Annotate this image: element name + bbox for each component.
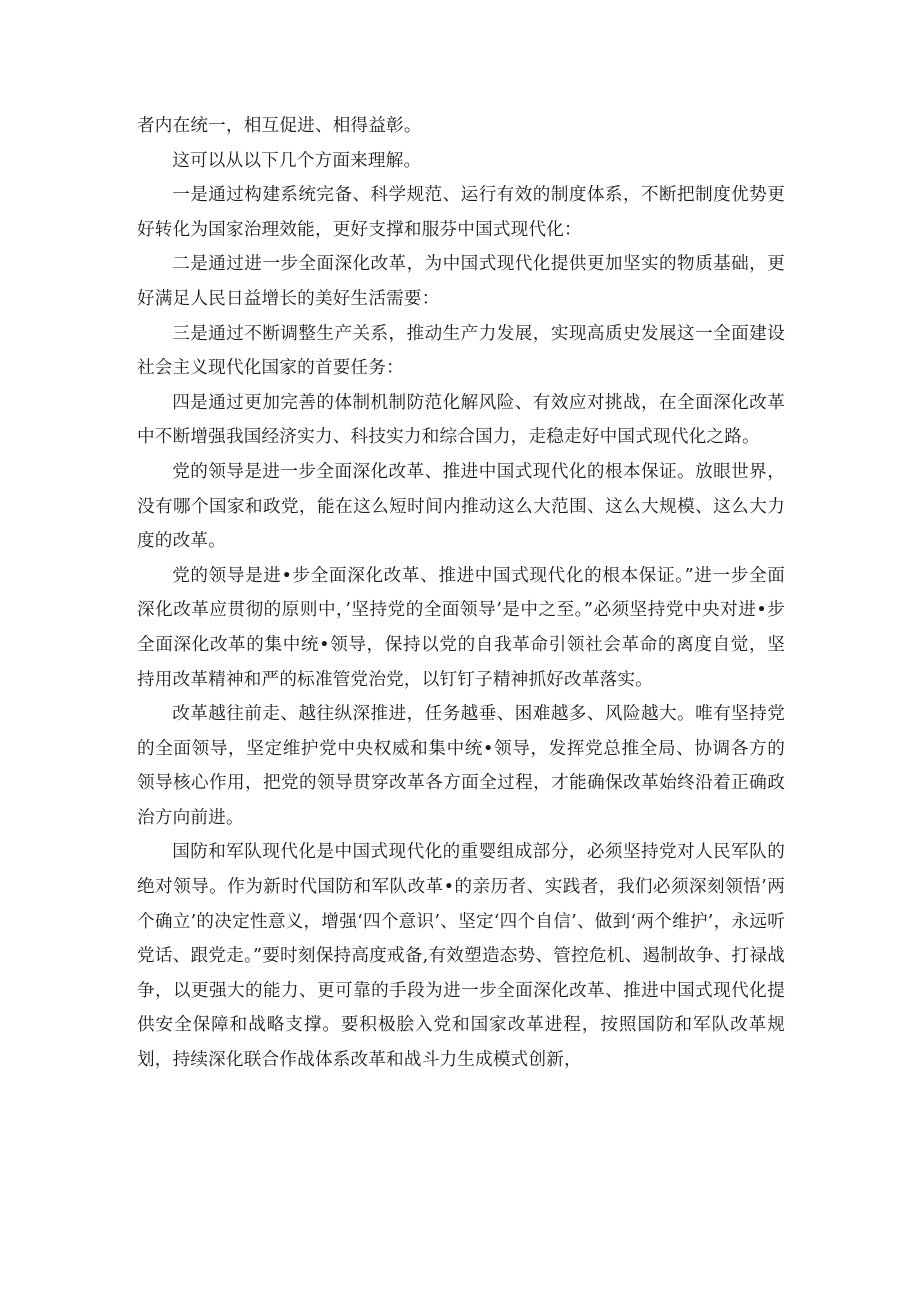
paragraph-6: 四是通过更加完善的体制机制防范化解风险、有效应对挑战，在全面深化改革中不断增强我国经济实力、科技实力和综合国力，走稳走好中国式现代化之路。 xyxy=(137,392,785,448)
paragraph-1: 者内在统一，相互促进、相得益彰。 xyxy=(137,116,422,136)
paragraph-2: 这可以从以下几个方面来理解。 xyxy=(172,150,422,171)
paragraph-3: 一是通过构建系统完备、科学规范、运行有效的制度体系，不断把制度优势更好转化为国家治理效能，更好支撑和服芬中国式现代化： xyxy=(137,185,785,240)
paragraph-4: 二是通过进一步全面深化改革，为中国式现代化提供更加坚实的物质基础，更好满足人民日益增长的美好生活需要： xyxy=(137,254,785,309)
document-body xyxy=(137,109,785,1078)
paragraph-9: 改革越往前走、越往纵深推进，任务越垂、困难越多、风险越大。唯有坚持党的全面领导，坚定维护党中央权威和集中统•领导，发挥党总推全局、协调各方的领导核心作用，把党的领导贯穿改革各方面全过程，才能确保改革始终沿着正确政治方向前进。 xyxy=(137,704,785,828)
paragraph-10: 国防和军队现代化是中国式现代化的重婴组成部分，必须坚持党对人民军队的绝对领导。作为新时代国防和军队改革•的亲历者、实践者，我们必须深刻领悟’两个确立’的决定性意义，增强‘四个意识’、坚定‘四个自信’、做到‘两个维护’，永远听党话、跟党走。”要时刻保持高度戒备,有效塑造态势、管控危机、遏制故争、打禄战争，以更强大的能力、更可靠的手段为进一步全面深化改革、推进中国式现代化提供安全保障和战略支撑。要积极脍入党和国家改革进程，按照国防和军队改革规划，持续深化联合作战体系改革和战斗力生成模式创新， xyxy=(137,842,785,1071)
paragraph-8: 党的领导是进•步全面深化改革、推进中国式现代化的根本保证。”进一步全面深化改革应贯彻的原则中，’坚持党的全面领导’是中之至。”必须坚持党中央对进•步全面深化改革的集中统•领导，保持以党的自我革命引领社会革命的离度自觉，坚持用改革精神和严的标准管党治党，以钉钉子精神抓好改革落实。 xyxy=(137,565,785,690)
paragraph-5: 三是通过不断调整生产关系，推动生产力发展，实现高质史发展这一全面建设社会主义现代化国家的首要任务： xyxy=(137,323,785,379)
paragraph-7: 党的领导是进一步全面深化改革、推进中国式现代化的根本保证。放眼世界，没有哪个国家和政党，能在这么短时间内推动这么大范围、这么大规模、这么大力度的改革。 xyxy=(137,461,785,552)
